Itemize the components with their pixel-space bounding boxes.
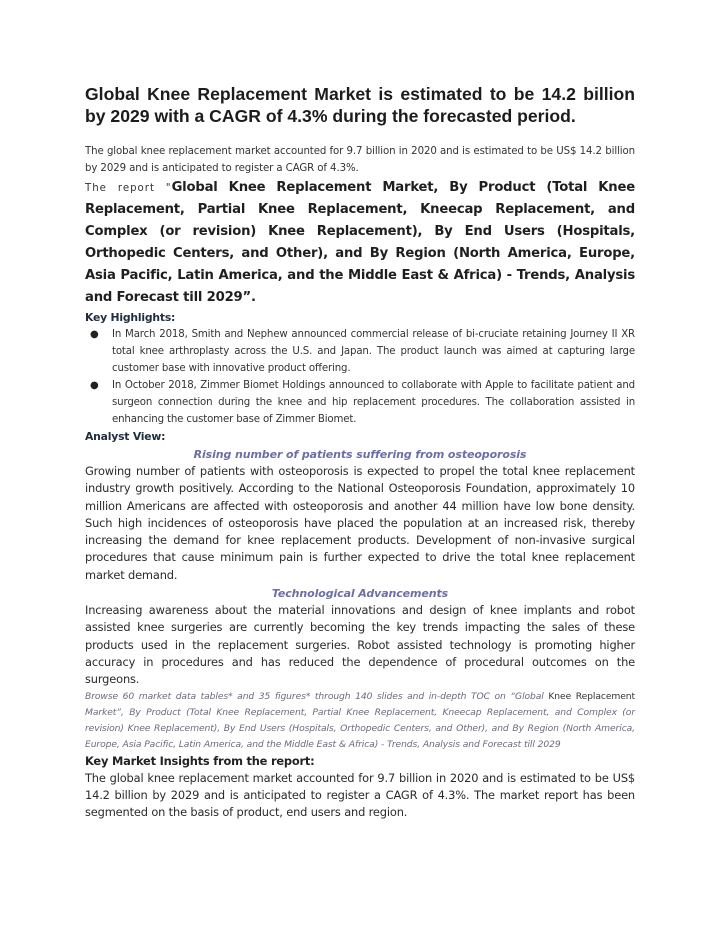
browse-keyword-link[interactable]: Knee Replacement (548, 690, 636, 702)
report-paragraph (85, 177, 635, 309)
highlight-text: In March 2018, Smith and Nephew announced commercial release of bi-cruciate retaining Journey II XR total knee arthroplasty across the U.S. and Japan. The product launch was aimed at capturing large customer base with innovative product offering. (112, 329, 635, 374)
section-heading-technology: Technological Advancements (271, 587, 449, 601)
intro-paragraph: The global knee replacement market accounted for 9.7 billion in 2020 and is estimated to be US$ 14.2 billion by 2029 and is anticipated to register a CAGR of 4.3%. (85, 146, 635, 174)
report-suffix: ”. (242, 290, 256, 305)
highlight-text: In October 2018, Zimmer Biomet Holdings announced to collaborate with Apple to facilitate patient and surgeon connection during the knee and hip replacement procedures. The collaboration assisted in enhancing the customer base of Zimmer Biomet. (112, 380, 635, 425)
highlights-list (85, 326, 635, 428)
browse-text-pre: Browse 60 market data tables* and 35 figures* through 140 slides and in-depth TOC on “Global (85, 690, 549, 702)
bullet-icon: ● (90, 329, 99, 340)
list-item (90, 326, 635, 377)
browse-toc-paragraph (85, 689, 635, 753)
analyst-view-heading: Analyst View: (85, 430, 166, 443)
section-heading-osteoporosis: Rising number of patients suffering from osteoporosis (193, 448, 527, 461)
insights-heading: Key Market Insights from the report: (85, 753, 315, 768)
document-content (85, 83, 635, 821)
key-highlights-heading: Key Highlights: (85, 311, 176, 324)
insights-body: The global knee replacement market accounted for 9.7 billion in 2020 and is estimated to be US$ 14.2 billion by 2029 and is anticipated to register a CAGR of 4.3%. The market report has been segmented on the basis of product, end users and region. (85, 770, 635, 820)
page-title: Global Knee Replacement Market is estimated to be 14.2 billion by 2029 with a CAGR of 4.3% during the forecasted period. (85, 84, 635, 126)
section-body-technology: Increasing awareness about the material innovations and design of knee implants and robot assisted knee surgeries are currently becoming the key trends impacting the sales of these products used in the replacement surgeries. Robot assisted technology is promoting higher accuracy in procedures and has reduced the dependence of procedural outcomes on the surgeons. (85, 603, 635, 687)
list-item (90, 377, 635, 428)
section-body-osteoporosis: Growing number of patients with osteoporosis is expected to propel the total knee replacement industry growth positively. According to the National Osteoporosis Foundation, approximately 10 million Americans are affected with osteoporosis and another 44 million have low bone density. Such high incidences of osteoporosis have placed the population at an increased risk, thereby increasing the demand for knee replacement products. Development of non-invasive surgical procedures that cause minimum pain is further expected to drive the total knee replacement market demand. (85, 464, 635, 582)
report-prefix: The report " (85, 183, 172, 194)
bullet-icon: ● (90, 380, 99, 391)
browse-text-post: Market”, By Product (Total Knee Replacement, Partial Knee Replacement, Kneecap Replacement, and Complex (or revision) Knee Replacement), By End Users (Hospitals, Orthopedic Centers, and Other), and By Region (North America, Europe, Asia Pacific, Latin America, and the Middle East & Africa) - Trends, Analysis and Forecast till 2029 (85, 706, 635, 750)
report-title: Global Knee Replacement Market, By Product (Total Knee Replacement, Partial Knee Replacement, Kneecap Replacement, and Complex (or revision) Knee Replacement), By End Users (Hospitals, Orthopedic Centers, and Other), and By Region (North America, Europe, Asia Pacific, Latin America, and the Middle East & Africa) - Trends, Analysis and Forecast till 2029 (85, 180, 635, 305)
